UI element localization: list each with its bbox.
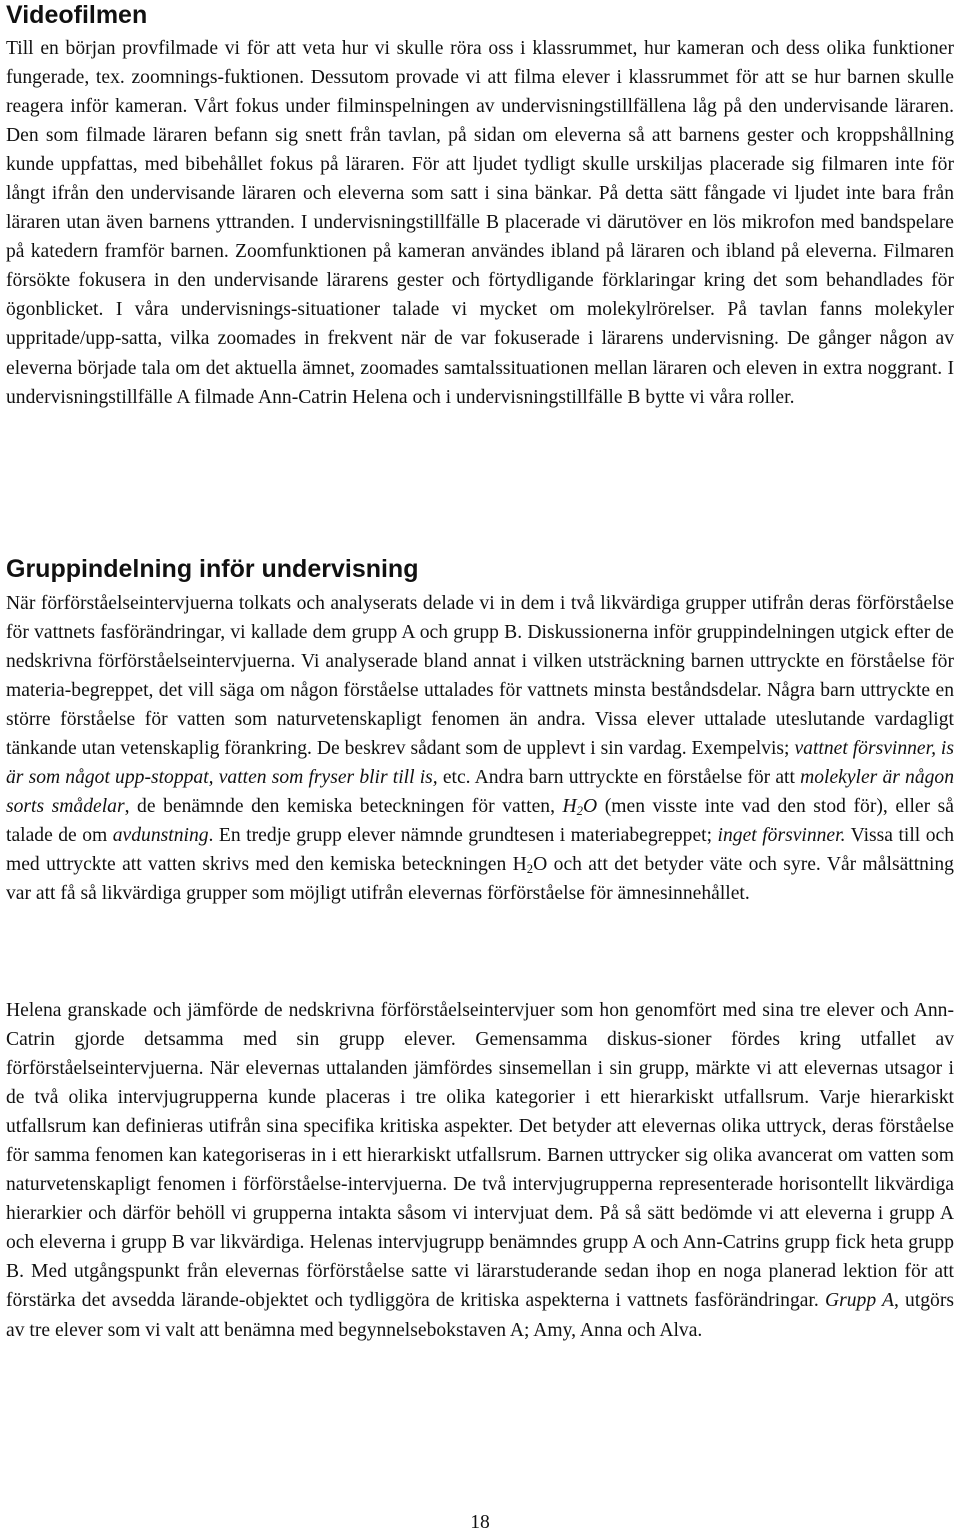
section-heading-videofilmen: Videofilmen: [6, 1, 148, 29]
text-run: 2: [526, 862, 534, 877]
text-run: etc. Andra barn uttryckte en förståelse för att: [437, 767, 801, 789]
text-run: Grupp A: [824, 1290, 894, 1312]
text-run: H: [562, 796, 577, 818]
text-run: O och att det betyder väte och syre. Vår målsättning var att få så likvärdiga grupper som möjligt utifrån elevernas förförståelse för ämnesinnehållet.: [6, 854, 954, 905]
text-run: Helena granskade och jämförde de nedskrivna förförståelseintervjuer som hon genomfört med sina tre elever och Ann-Catrin gjorde detsamma med sin grupp elever. Gemensamma diskus-sioner fördes kring utfallet av förförståelseintervjuerna. När elevernas uttalanden jämfördes sinsemellan i sin grupp, märkte vi att elevernas utsagor i de två olika intervjugrupperna kunde placeras i tre olika kategorier i ett hierarkiskt utfallsrum. Varje hierarkiskt utfallsrum kan definieras utifrån sina specifika kritiska aspekter. Det betyder att elevernas olika uttryck, deras förståelse för samma fenomen kan kategoriseras in i ett hierarkiskt utfallsrum. Barnen uttrycker sig olika avancerat om vatten som naturvetenskapligt fenomen i förförståelse-intervjuerna. De två intervjugrupperna representerade horisontellt likvärdiga hierarkier och därför behöll vi grupperna intakta såsom vi intervjuat dem. På så sätt bedömde vi att eleverna i grupp A och eleverna i grupp B var likvärdiga. Helenas intervjugrupp benämndes grupp A och Ann-Catrins grupp fick heta grupp B. Med utgångspunkt från elevernas förförståelse satte vi lärarstuderande sedan ihop en noga planerad lektion för att förstärka det avsedda lärande-objektet och tydliggöra de kritiska aspekterna i vattnets fasförändringar.: [6, 1000, 954, 1312]
text-run: vattnet försvinner, is är som något upp-stoppat, vatten som fryser blir till is,: [6, 738, 954, 789]
text-run: Vissa till och med uttryckte att vatten skrivs med den kemiska beteckningen H: [6, 825, 954, 876]
text-run: inget försvinner.: [717, 825, 846, 847]
text-run: När förförståelseintervjuerna tolkats och analyserats delade vi in dem i två likvärdiga grupper utifrån deras förförståelse för vattnets fasförändringar, vi kallade dem grupp A och grupp B. Diskussionerna inför gruppindelningen utgick efter de nedskrivna förförståelseintervjuerna. Vi analyserade bland annat i vilken utsträckning barnen uttryckte en förståelse för materia-begreppet, det vill säga om någon förståelse uttalades för vattnets minsta beståndsdelar. Några barn uttryckte en större förståelse för vatten som naturvetenskapligt fenomen än andra. Vissa elever uttalade uteslutande vardagligt tänkande utan vetenskaplig förankring. De beskrev sådant som de upplevt i sin vardag. Exempelvis;: [6, 593, 954, 760]
paragraph-videofilmen: [6, 34, 954, 412]
text-run: molekyler är någon sorts smådelar: [6, 767, 955, 818]
text-run: 2: [576, 804, 584, 819]
text-run: (men visste inte vad den stod för), eller så talade de om: [6, 796, 954, 847]
text-run: O: [583, 796, 598, 818]
section-heading-gruppindelning: Gruppindelning inför undervisning: [6, 555, 419, 583]
text-run: Till en början provfilmade vi för att veta hur vi skulle röra oss i klassrummet, hur kameran och dess olika funktioner fungerade, tex. zoomnings-fuktionen. Dessutom provade vi att filma elever i klassrummet för att se hur barnen skulle reagera inför kameran. Vårt fokus under filminspelningen av undervisningstillfällena låg på den undervisande läraren. Den som filmade läraren befann sig snett från tavlan, på sidan om eleverna så att barnens gester och kroppshållning kunde uppfattas, med bibehållet fokus på läraren. För att ljudet tydligt skulle urskiljas placerade sig filmaren inte för långt ifrån den undervisande läraren och eleverna som satt i sina bänkar. På detta sätt fångade vi ljudet inte bara från läraren utan även barnens yttranden. I undervisningstillfälle B placerade vi därutöver en lös mikrofon med bandspelare på katedern framför barnen. Zoomfunktionen på kameran användes ibland på läraren och ibland på eleverna. Filmaren försökte fokusera in den undervisande lärarens gester och förtydligande förklaringar kring det som behandlades för ögonblicket. I våra undervisnings-situationer talade vi mycket om molekylrörelser. På tavlan fanns molekyler uppritade/upp-satta, vilka zoomades in frekvent när de var fokuserade i lärarens undervisning. De gånger någon av eleverna började tala om det aktuella ämnet, zoomades samtalssituationen mellan läraren och eleven in extra noggrant. I undervisningstillfälle A filmade Ann-Catrin Helena och i undervisningstillfälle B bytte vi våra roller.: [6, 38, 954, 408]
paragraph-gruppindelning-1: [6, 589, 954, 909]
page-number: 18: [470, 1512, 490, 1533]
paragraph-gruppindelning-2: [6, 996, 954, 1345]
text-run: . En tredje grupp elever nämnde grundtesen i materiabegreppet;: [208, 825, 718, 847]
text-run: , utgörs av tre elever som vi valt att benämna med begynnelsebokstaven A; Amy, Anna och Alva.: [6, 1290, 954, 1341]
text-run: avdunstning: [112, 825, 209, 847]
text-run: , de benämnde den kemiska beteckningen för vatten,: [124, 796, 563, 818]
